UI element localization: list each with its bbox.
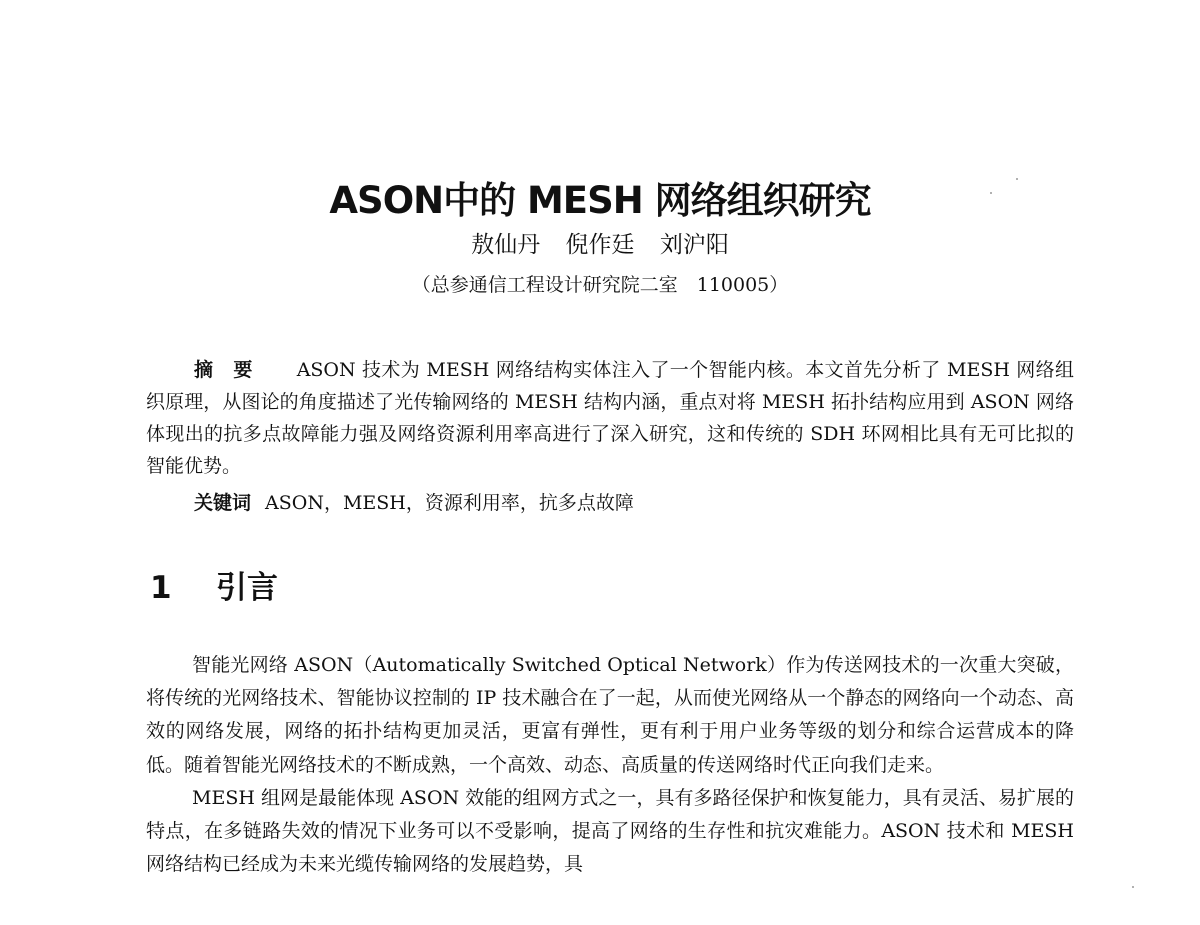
paper-title: ASON中的 MESH 网络组织研究 <box>329 179 871 222</box>
abstract-paragraph <box>146 354 1074 482</box>
body-paragraph: 智能光网络 ASON（Automatically Switched Optical Network）作为传送网技术的一次重大突破，将传统的光网络技术、智能协议控制的 IP 技术融合在了一起，从而使光网络从一个静态的网络向一个动态、高效的网络发展，网络的拓扑结构更加灵活，更富有弹性，更有利于用户业务等级的划分和综合运营成本的降低。随着智能光网络技术的不断成熟，一个高效、动态、高质量的传送网络时代正向我们走来。 <box>146 654 1074 776</box>
scan-speck <box>1016 178 1018 180</box>
keywords-line <box>146 487 1074 519</box>
affiliation: （总参通信工程设计研究院二室 110005） <box>411 274 789 296</box>
keywords-label: 关键词 <box>194 492 252 514</box>
scan-speck <box>990 192 992 194</box>
section-heading <box>150 565 278 611</box>
keywords-text: ASON，MESH，资源利用率，抗多点故障 <box>265 492 634 514</box>
section-title: 引言 <box>216 570 278 606</box>
scan-speck <box>1132 886 1134 888</box>
body-paragraph: MESH 组网是最能体现 ASON 效能的组网方式之一，具有多路径保护和恢复能力，具有灵活、易扩展的特点，在多链路失效的情况下业务可以不受影响，提高了网络的生存性和抗灾难能力。ASON 技术和 MESH 网络结构已经成为未来光缆传输网络的发展趋势，具 <box>146 786 1074 876</box>
abstract-label: 摘要 <box>194 359 273 381</box>
body-text <box>146 649 1074 881</box>
abstract-block <box>146 354 1074 519</box>
author-name: 刘沪阳 <box>659 232 729 258</box>
abstract-text: ASON 技术为 MESH 网络结构实体注入了一个智能内核。本文首先分析了 MESH 网络组织原理，从图论的角度描述了光传输网络的 MESH 结构内涵，重点对将 MESH 拓扑结构应用到 ASON 网络体现出的抗多点故障能力强及网络资源利用率高进行了深入研究，这和传统的 SDH 环网相比具有无可比拟的智能优势。 <box>146 359 1074 477</box>
author-list <box>0 228 1200 262</box>
author-name: 敖仙丹 <box>471 232 541 258</box>
section-number: 1 <box>150 570 172 606</box>
author-name: 倪作廷 <box>565 232 635 258</box>
